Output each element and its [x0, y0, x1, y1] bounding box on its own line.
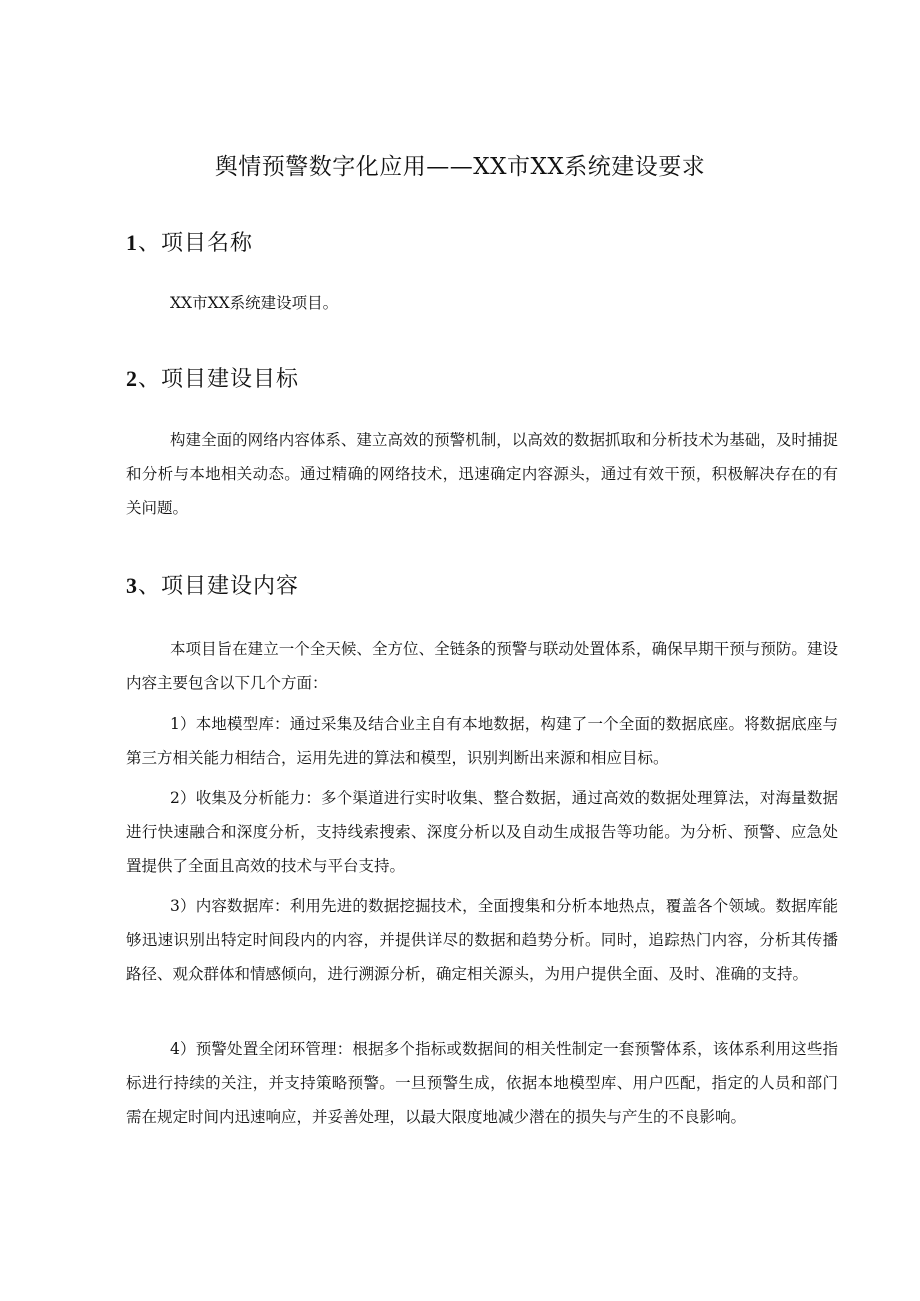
section-heading-text: 、项目建设目标 — [138, 367, 300, 392]
section-3-heading — [126, 569, 299, 600]
document-title: 舆情预警数字化应用——XX市XX系统建设要求 — [214, 154, 706, 180]
section-1-heading — [126, 226, 253, 257]
section-heading-text: 、项目建设内容 — [138, 574, 300, 599]
section-3-item-3: 3）内容数据库：利用先进的数据挖掘技术，全面搜集和分析本地热点，覆盖各个领域。数据库能够迅速识别出特定时间段内的内容，并提供详尽的数据和趋势分析。同时，追踪热门内容，分析其传播路径、观众群体和情感倾向，进行溯源分析，确定相关源头，为用户提供全面、及时、准确的支持。 — [126, 897, 838, 983]
section-number: 1 — [126, 230, 138, 255]
section-3-item-2: 2）收集及分析能力：多个渠道进行实时收集、整合数据，通过高效的数据处理算法，对海量数据进行快速融合和深度分析，支持线索搜索、深度分析以及自动生成报告等功能。为分析、预警、应急处置提供了全面且高效的技术与平台支持。 — [126, 789, 838, 875]
section-1-paragraph: XX市XX系统建设项目。 — [170, 294, 339, 312]
section-2-paragraph: 构建全面的网络内容体系、建立高效的预警机制，以高效的数据抓取和分析技术为基础，及时捕捉和分析与本地相关动态。通过精确的网络技术，迅速确定内容源头，通过有效干预，积极解决存在的有关问题。 — [126, 431, 838, 517]
section-3-item-4: 4）预警处置全闭环管理：根据多个指标或数据间的相关性制定一套预警体系，该体系利用这些指标进行持续的关注，并支持策略预警。一旦预警生成，依据本地模型库、用户匹配，指定的人员和部门需在规定时间内迅速响应，并妥善处理，以最大限度地减少潜在的损失与产生的不良影响。 — [126, 1040, 838, 1126]
section-2-heading — [126, 362, 299, 393]
section-heading-text: 、项目名称 — [138, 231, 254, 256]
section-3-intro-paragraph: 本项目旨在建立一个全天候、全方位、全链条的预警与联动处置体系，确保早期干预与预防。建设内容主要包含以下几个方面： — [126, 640, 838, 692]
section-number: 3 — [126, 573, 138, 598]
section-3-item-1: 1）本地模型库：通过采集及结合业主自有本地数据，构建了一个全面的数据底座。将数据底座与第三方相关能力相结合，运用先进的算法和模型，识别判断出来源和相应目标。 — [126, 715, 838, 767]
section-number: 2 — [126, 366, 138, 391]
